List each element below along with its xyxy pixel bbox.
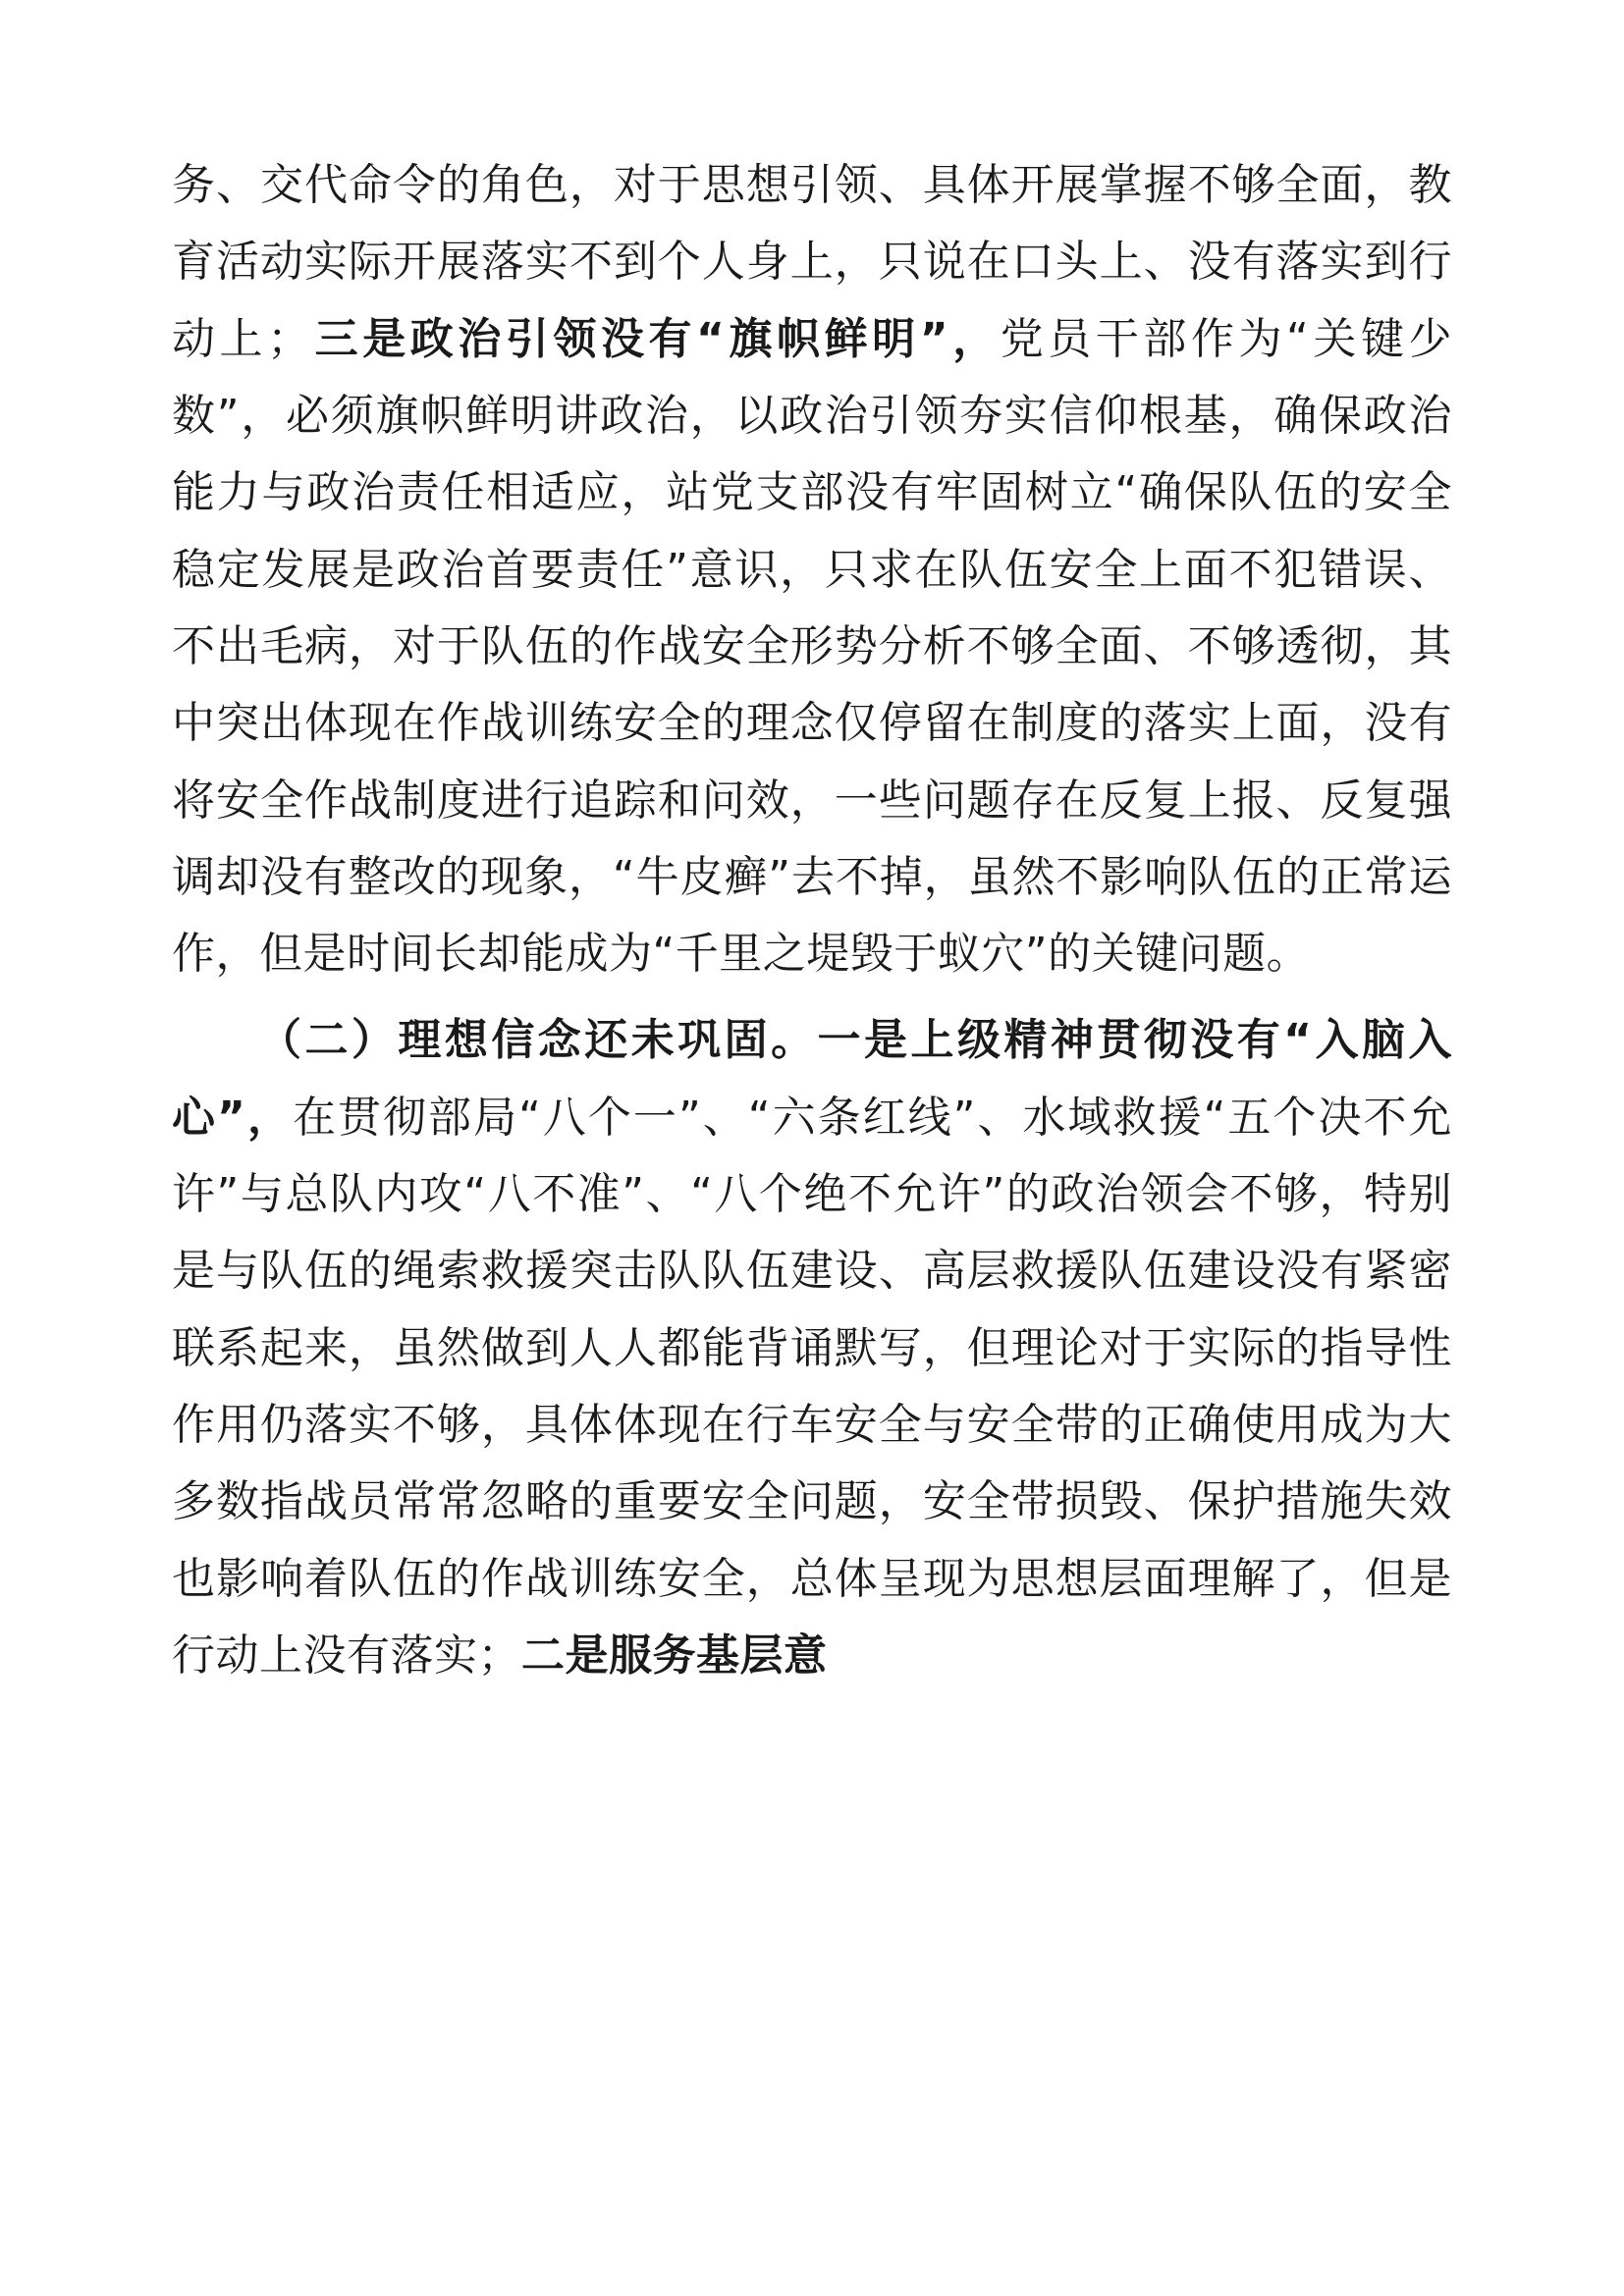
paragraph [172, 147, 1452, 992]
paragraph [172, 1002, 1452, 1694]
text-run-bold: 二是服务基层意 [521, 1629, 828, 1681]
text-run: 在贯彻部局“八个一”、“六条红线”、水域救援“五个决不允许”与总队内攻“八不准”、“八个绝不允许”的政治领会不够，特别是与队伍的绳索救援突击队队伍建设、高层救援队伍建设没有紧密联系起来，虽然做到人人都能背诵默写，但理论对于实际的指导性作用仍落实不够，具体体现在行车安全与安全带的正确使用成为大多数指战员常常忽略的重要安全问题，安全带损毁、保护措施失效也影响着队伍的作战训练安全，总体呈现为思想层面理解了，但是行动上没有落实； [172, 1092, 1452, 1681]
section-heading-run: （二）理想信念还未巩固。一是上级精神贯彻没有“入脑入心”， [172, 1015, 1452, 1143]
text-run-bold: 三是政治引领没有“旗帜鲜明”， [310, 313, 1001, 364]
document-body [172, 147, 1452, 1694]
text-run: 务、交代命令的角色，对于思想引领、具体开展掌握不够全面，教育活动实际开展落实不到个人身上，只说在口头上、没有落实到行动上； [172, 160, 1452, 364]
text-run: 党员干部作为“关键少数”，必须旗帜鲜明讲政治，以政治引领夯实信仰根基，确保政治能力与政治责任相适应，站党支部没有牢固树立“确保队伍的安全稳定发展是政治首要责任”意识，只求在队伍安全上面不犯错误、不出毛病，对于队伍的作战安全形势分析不够全面、不够透彻，其中突出体现在作战训练安全的理念仅停留在制度的落实上面，没有将安全作战制度进行追踪和问效，一些问题存在反复上报、反复强调却没有整改的现象，“牛皮癣”去不掉，虽然不影响队伍的正常运作，但是时间长却能成为“千里之堤毁于蚁穴”的关键问题。 [172, 313, 1452, 980]
